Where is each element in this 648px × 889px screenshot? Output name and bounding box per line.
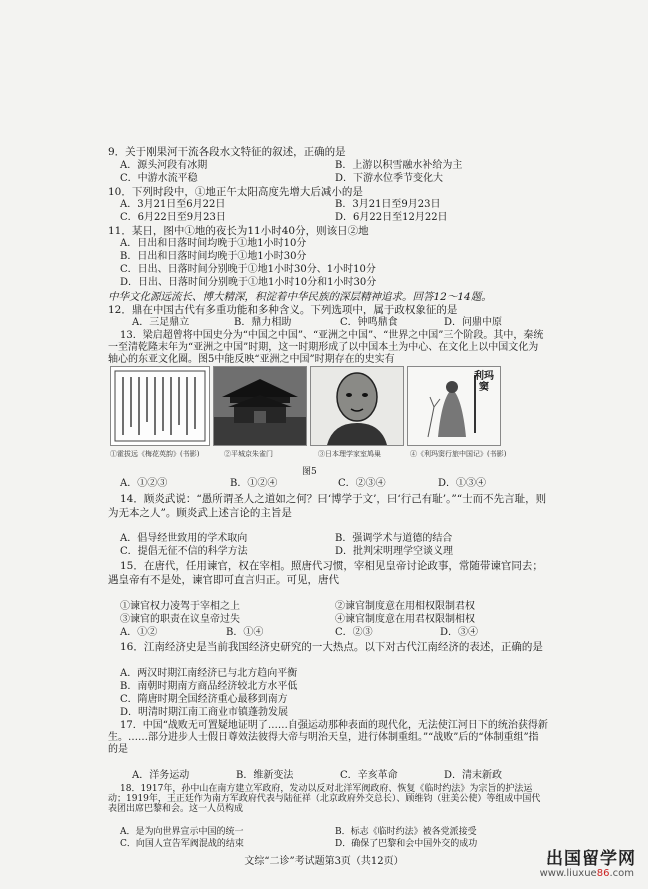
q18-option-d: D．确保了巴黎和会中国外交的成功 bbox=[335, 839, 478, 849]
q10-option-b: B．3月21日至9月23日 bbox=[335, 199, 441, 210]
watermark-url bbox=[540, 868, 634, 879]
q18-option-c: C．向国人宣告军阀混战的结束 bbox=[120, 839, 244, 849]
q15-option-d: D．③④ bbox=[440, 627, 479, 638]
q11-option-b: B．日出和日落时间均晚于①地1小时30分 bbox=[120, 251, 307, 262]
q11-option-c: C．日出、日落时间分别晚于①地1小时30分、1小时10分 bbox=[120, 264, 376, 275]
q18-option-b: B．标志《临时约法》被各党派接受 bbox=[335, 827, 477, 837]
q9-option-d: D．下游水位季节变化大 bbox=[335, 173, 444, 184]
q12-option-c: C．钟鸣鼎食 bbox=[340, 317, 398, 328]
q16-option-c: C．隋唐时期全国经济重心最移到南方 bbox=[120, 694, 288, 705]
q15-option-c: C．②③ bbox=[335, 627, 373, 638]
figure-caption-2: ②平城京朱雀门 bbox=[224, 450, 273, 458]
q15-option-b: B．①④ bbox=[226, 627, 264, 638]
q18-option-a: A．是为向世界宣示中国的统一 bbox=[120, 827, 244, 837]
question-17-stem: 17．中国“战败无可置疑地证明了……自强运动那种表面的现代化，无法使江河日下的统治获得新生。……部分进步人士假日尊效法彼得大帝与明治天皇，进行体制重组。”“战败”后的“体制重组”指的是 bbox=[108, 720, 548, 755]
watermark-url-suffix: .com bbox=[609, 868, 634, 879]
figure-image-4-book-cover bbox=[407, 366, 501, 446]
q17-option-b: B．维新变法 bbox=[236, 770, 294, 781]
figure-caption-1: ①霍拔远《梅花英韵》(书影) bbox=[110, 450, 200, 458]
watermark-url-number: 86 bbox=[596, 868, 610, 879]
q13-option-a: A．①②③ bbox=[120, 478, 168, 489]
q11-option-a: A．日出和日落时间均晚于①地1小时10分 bbox=[120, 238, 307, 249]
q13-option-b: B．①②④ bbox=[230, 478, 278, 489]
question-9-stem: 9．关于刚果河干流各段水文特征的叙述，正确的是 bbox=[108, 146, 346, 158]
q15-statement-2: ②谏官制度意在用相权限制君权 bbox=[335, 601, 475, 612]
question-16-stem: 16．江南经济史是当前我国经济史研究的一大热点。以下对古代江南经济的表述，正确的是 bbox=[120, 641, 543, 653]
figure-caption-3: ③日本理学家室鸠巢 bbox=[318, 450, 381, 458]
figure-image-1-book-page bbox=[110, 366, 210, 446]
question-18-stem: 18．1917年，孙中山在南方建立军政府，发动以反对北洋军阀政府、恢复《临时约法》为宗旨的护法运动；1919年，王正廷作为南方军政府代表与陆征祥（北京政府外交总长）、顾维钧（驻美公使）等组成中国代表团出席巴黎和会。这一人员构成 bbox=[108, 784, 541, 814]
q17-option-d: D．清末新政 bbox=[444, 770, 503, 781]
figure-label: 图5 bbox=[302, 467, 317, 477]
q14-option-b: B．强调学术与道德的结合 bbox=[335, 533, 453, 544]
page-footer: 文综“二诊”考试题第3页（共12页） bbox=[244, 856, 404, 867]
q9-option-b: B．上游以积雪融水补给为主 bbox=[335, 160, 463, 171]
figure-image-2-gate bbox=[213, 366, 307, 446]
q16-option-a: A．两汉时期江南经济已与北方趋向平衡 bbox=[120, 668, 298, 679]
question-11-stem: 11．某日，图中①地的夜长为11小时40分，则该日②地 bbox=[108, 225, 369, 237]
q11-option-d: D．日出、日落时间分别晚于①地1小时10分和1小时30分 bbox=[120, 277, 377, 288]
q14-option-c: C．提倡无征不信的科学方法 bbox=[120, 546, 248, 557]
watermark-url-part: www.liuxue bbox=[539, 868, 597, 879]
q12-option-b: B．鼎力相助 bbox=[234, 317, 292, 328]
book-cover-title: 利玛窦 bbox=[474, 371, 494, 393]
q15-statement-3: ③谏官的职责在议皇帝过失 bbox=[120, 614, 240, 625]
q12-option-d: D．问鼎中原 bbox=[444, 317, 503, 328]
q9-option-c: C．中游水流平稳 bbox=[120, 173, 198, 184]
q9-option-a: A．源头河段有冰期 bbox=[120, 160, 208, 171]
q13-option-d: D．①③④ bbox=[438, 478, 487, 489]
section-intro: 中华文化源远流长、博大精深，积淀着中华民族的深层精神追求。回答12～14题。 bbox=[108, 291, 492, 303]
question-14-stem: 14．顾炎武说：“愚所谓圣人之道如之何？曰‘博学于文’，曰‘行己有耻’。”“士而不先言耻，则为无本之人”。顾炎武上述言论的主旨是 bbox=[108, 493, 547, 519]
q14-option-d: D．批判宋明理学空谈义理 bbox=[335, 546, 454, 557]
watermark-logo-text: 出国留学网 bbox=[546, 849, 636, 869]
q13-option-c: C．②③④ bbox=[338, 478, 386, 489]
q15-statement-1: ①谏官权力凌驾于宰相之上 bbox=[120, 601, 240, 612]
q15-statement-4: ④谏官制度意在用君权限制相权 bbox=[335, 614, 475, 625]
q10-option-d: D．6月22日至12月22日 bbox=[335, 212, 448, 223]
question-10-stem: 10．下列时段中，①地正午太阳高度先增大后减小的是 bbox=[108, 186, 363, 198]
q17-option-a: A．洋务运动 bbox=[132, 770, 190, 781]
q15-option-a: A．①② bbox=[120, 627, 158, 638]
question-13-stem: 13．梁启超曾将中国史分为“中国之中国”、“亚洲之中国”、“世界之中国”三个阶段。其中，秦统一至清乾隆末年为“亚洲之中国”时期，这一时期形成了以中国本土为中心、在文化上以中国文化为轴心的东亚文化圈。图5中能反映“亚洲之中国”时期存在的史实有 bbox=[108, 330, 544, 365]
figure-image-3-portrait bbox=[310, 366, 404, 446]
q10-option-c: C．6月22日至9月23日 bbox=[120, 212, 226, 223]
q14-option-a: A．倡导经世致用的学术取向 bbox=[120, 533, 248, 544]
question-12-stem: 12．鼎在中国古代有多重功能和多种含义。下列选项中，属于政权象征的是 bbox=[108, 304, 458, 316]
q16-option-b: B．南朝时期南方商品经济较北方水平低 bbox=[120, 681, 298, 692]
q16-option-d: D．明清时期江南工商业市镇蓬勃发展 bbox=[120, 707, 289, 718]
question-15-stem: 15．在唐代，任用谏官，权在宰相。照唐代习惯，宰相见皇帝讨论政事，常随带谏官同去；遇皇帝有不是处，谏官即可直言归正。可见，唐代 bbox=[108, 560, 543, 586]
q17-option-c: C．辛亥革命 bbox=[340, 770, 398, 781]
figure-caption-4: ④《利玛窦行旅中国记》(书影) bbox=[410, 450, 507, 458]
q10-option-a: A．3月21日至6月22日 bbox=[120, 199, 226, 210]
q12-option-a: A．三足鼎立 bbox=[132, 317, 190, 328]
